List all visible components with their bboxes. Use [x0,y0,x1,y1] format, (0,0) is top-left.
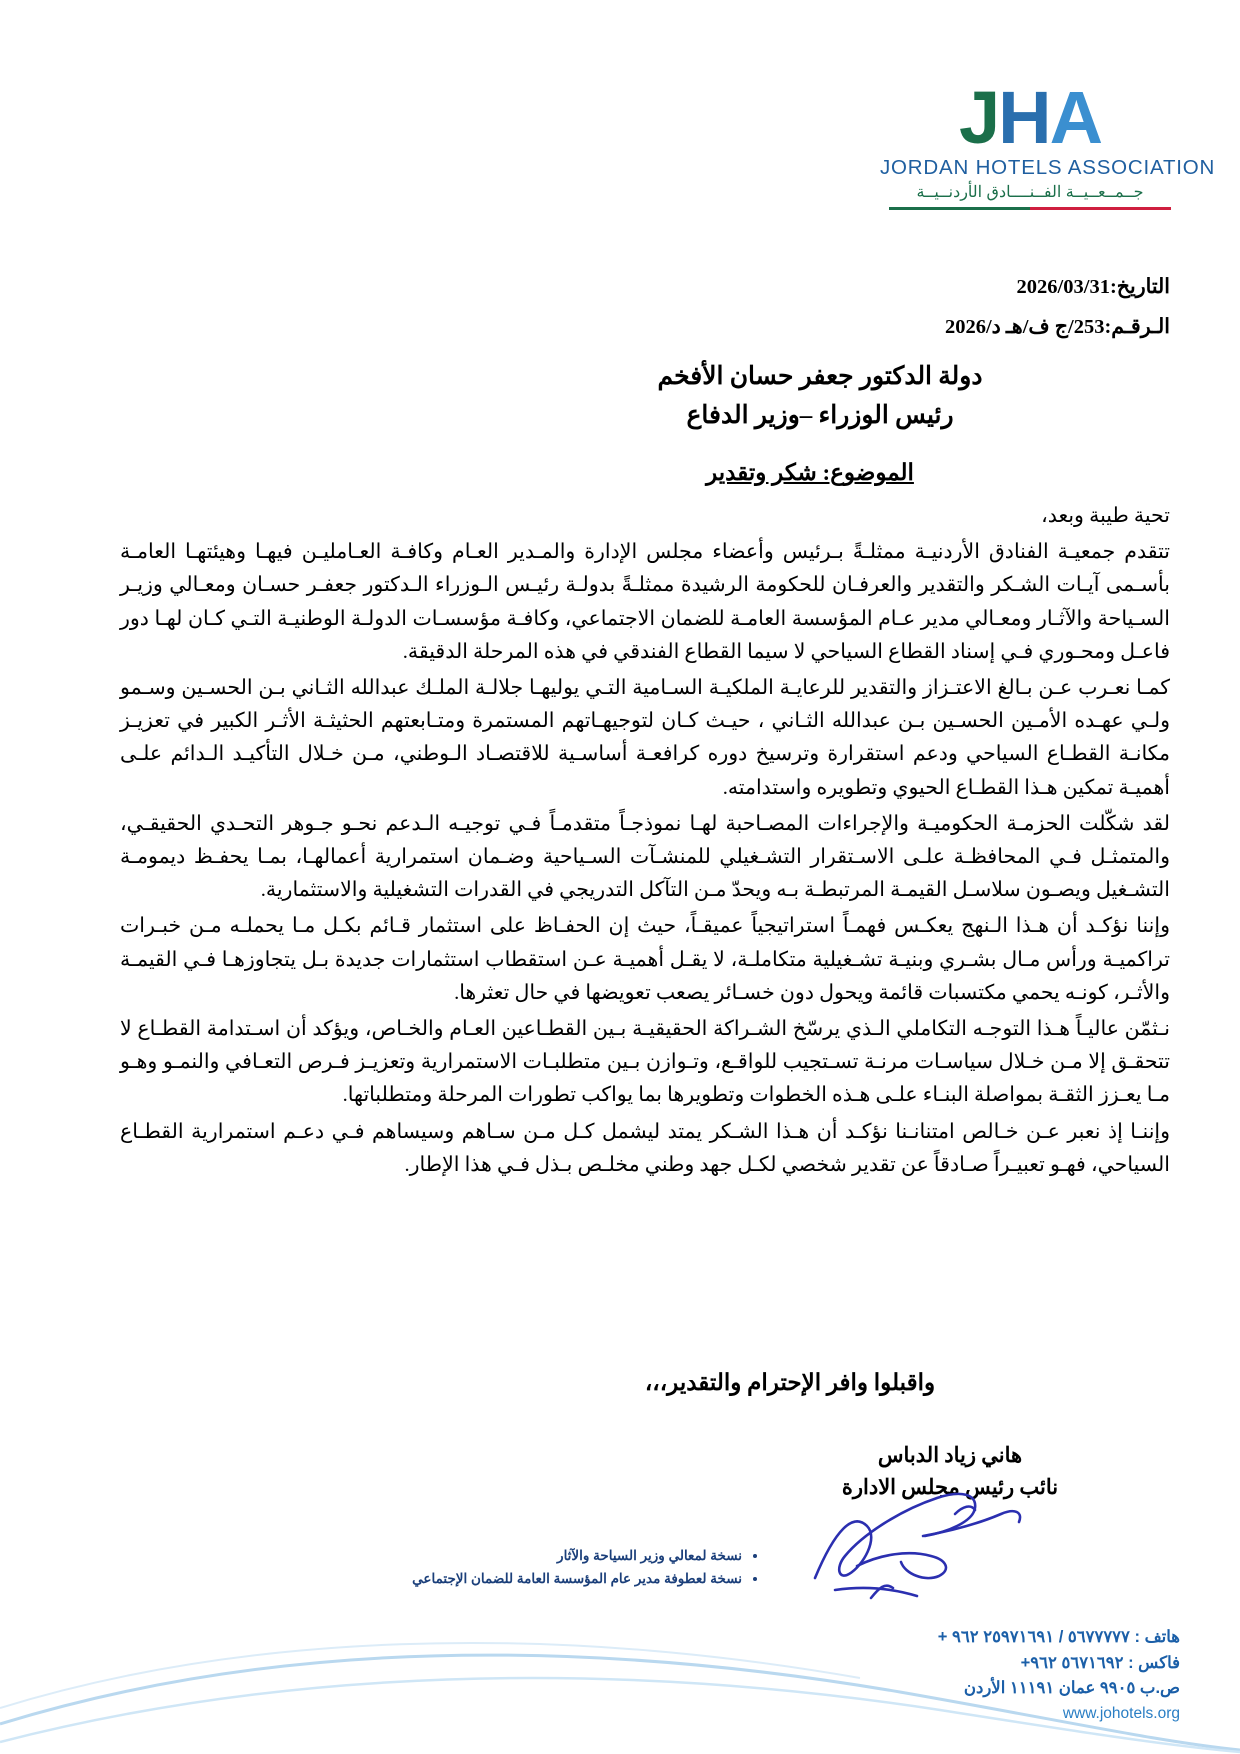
body-paragraph-4: وإننا نؤكـد أن هـذا الـنهج يعكـس فهمـاً استراتيجياً عميقـاً، حيث إن الحفـاظ على استثمار قـائم بكـل مـا يحملـه مـن خبـرات تراكميـة ورأس مـال بشـري وبنيـة تشـغيلية متكاملـة، لا يقـل أهميـة عـن استقطاب استثمارات جديدة بـل يتجاوزهـا فـي القيمـة والأثـر، كونـه يحمي مكتسبات قائمة ويحول دون خسـائر يصعب تعويضها في حال تعثرها. [120,915,1170,1004]
addressee-title: رئيس الوزراء –وزير الدفاع [686,401,954,429]
body-paragraph-6: وإننـا إذ نعبر عـن خـالص امتنانـنا نؤكـد أن هـذا الشـكر يمتد ليشمل كـل مـن سـاهم وسيساهم فـي دعـم استمرارية القطـاع السياحي، فهـو تعبيـراً صـادقاً عن تقدير شخصي لكـل جهد وطني مخلـص بـذل فـي هذا الإطار. [120,1120,1170,1176]
logo-arabic-name: جــمــعــيــة الفــنــــادق الأردنــيــة [916,184,1144,201]
signatory-name: هاني زياد الدباس [877,1443,1023,1467]
logo-letter-h: H [998,76,1050,160]
signatory-title: نائب رئيس مجلس الادارة [841,1474,1059,1499]
footer-fax: فاكس : ٥٦٧١٦٩٢ ٩٦٢+ [1020,1653,1180,1672]
body-paragraph-3: لقد شكّلت الحزمـة الحكوميـة والإجراءات المصـاحبة لهـا نموذجـاً متقدمـاً فـي توجيـه الـدعم نحـو جـوهر التحـدي الحقيقـي، والمتمثـل فـي المحافظـة علـى الاسـتقرار التشـغيلي للمنشـآت السـياحية وضـمان استمرارية أعمالهـا، بمـا يحفـظ ديمومـة التشـغيل ويصـون سلاسـل القيمـة المرتبطـة بـه ويحدّ مـن التآكل التدريجي في القدرات التشغيلية والاستثمارية. [120,812,1170,902]
cc-item: • نسخة لمعالي وزير السياحة والآثار [200,1545,742,1568]
handwritten-signature-icon [805,1470,1035,1620]
jha-logo [880,76,1216,210]
document-meta [945,268,1170,348]
logo-divider-rule [889,207,1171,210]
subject-line: الموضوع: شكر وتقدير [706,460,914,485]
addressee-name: دولة الدكتور جعفر حسان الأفخم [657,363,983,390]
greeting: تحية طيبة وبعد، [1041,505,1170,527]
cc-list [200,1545,760,1591]
body-paragraph-2: كمـا نعـرب عـن بـالغ الاعتـزاز والتقدير للرعايـة الملكيـة السـامية التـي يوليهـا جلالـة الملـك عبدالله الثـاني بـن الحسـين وسـمو ولـي عهـده الأمـين الحسـين بـن عبدالله الثـاني ، حيـث كـان لتوجيهـاتهم المستمرة ومتـابعتهم الحثيثـة الأثـر الكبير في تعزيـز مكانـة القطـاع السياحي ودعم استقرارة وترسيخ دوره كرافعـة أساسـية للاقتصـاد الـوطني، مـن خـلال التأكيـد الـدائم علـى أهميـة تمكين هـذا القطـاع الحيوي وتطويره واستدامته. [120,677,1170,799]
document-reference: الـرقـم:253/ج ف/هـ د/2026 [944,315,1170,338]
letter-body [120,500,1170,1185]
document-date: التاريخ:2026/03/31 [1016,276,1170,298]
addressee-block [470,358,1170,436]
cc-item: • نسخة لعطوفة مدير عام المؤسسة العامة للضمان الإجتماعي [200,1568,742,1591]
footer-phone: هاتف : ٥٦٧٧٧٧٧ / ٢٥٩٧١٦٩١ ٩٦٢ + [937,1628,1180,1647]
closing-line: واقبلوا وافر الإحترام والتقدير،،، [644,1370,936,1395]
logo-mark-icon [880,76,1180,160]
body-paragraph-5: نـثمّن عاليـاً هـذا التوجـه التكاملي الـذي يرسّخ الشـراكة الحقيقيـة بـين القطـاعين العـام والخـاص، ويؤكد أن اسـتدامة القطـاع لا تتحقـق إلا مـن خـلال سياسـات مرنـة تسـتجيب للواقـع، وتـوازن بـين متطلبـات الاستمرارية وتعزيـز فـرص التعـافي والنمـو وهـو مـا يعـزز الثقـة بمواصلة البنـاء علـى هـذه الخطوات وتطويرها بما يواكب تطورات المرحلة ومتطلباتها. [120,1018,1170,1107]
footer-website-link[interactable]: www.johotels.org [1062,1704,1180,1722]
footer-contact [938,1625,1180,1726]
logo-english-name: JORDAN HOTELS ASSOCIATION [880,156,1216,179]
letterhead [0,78,1240,218]
body-paragraph-1: تتقدم جمعيـة الفنادق الأردنيـة ممثلـةً بـرئيس وأعضاء مجلس الإدارة والمـدير العـام وكافـة العـامليـن فيهـا وهيئتهـا العامـة بأسـمى آيـات الشـكر والتقدير والعرفـان للحكومة الرشيدة ممثلـةً بدولـة رئيـس الـوزراء الـدكتور جعفـر حسـان ومعـالي وزيـر السـياحة والآثـار ومعـالي مدير عـام المؤسسة العامـة للضمان الاجتماعي، وكافـة مؤسسـات الدولـة الوطنيـة التـي كـان لهـا دور فاعـل ومحـوري فـي إسناد القطاع السياحي لا سيما القطاع الفندقي في هذه المرحلة الدقيقة. [120,541,1170,663]
logo-letter-a: A [1049,76,1102,160]
logo-letter-j: J [958,76,999,160]
footer-po-box: ص.ب ٩٩٠٥ عمان ١١١٩١ الأردن [963,1679,1180,1698]
